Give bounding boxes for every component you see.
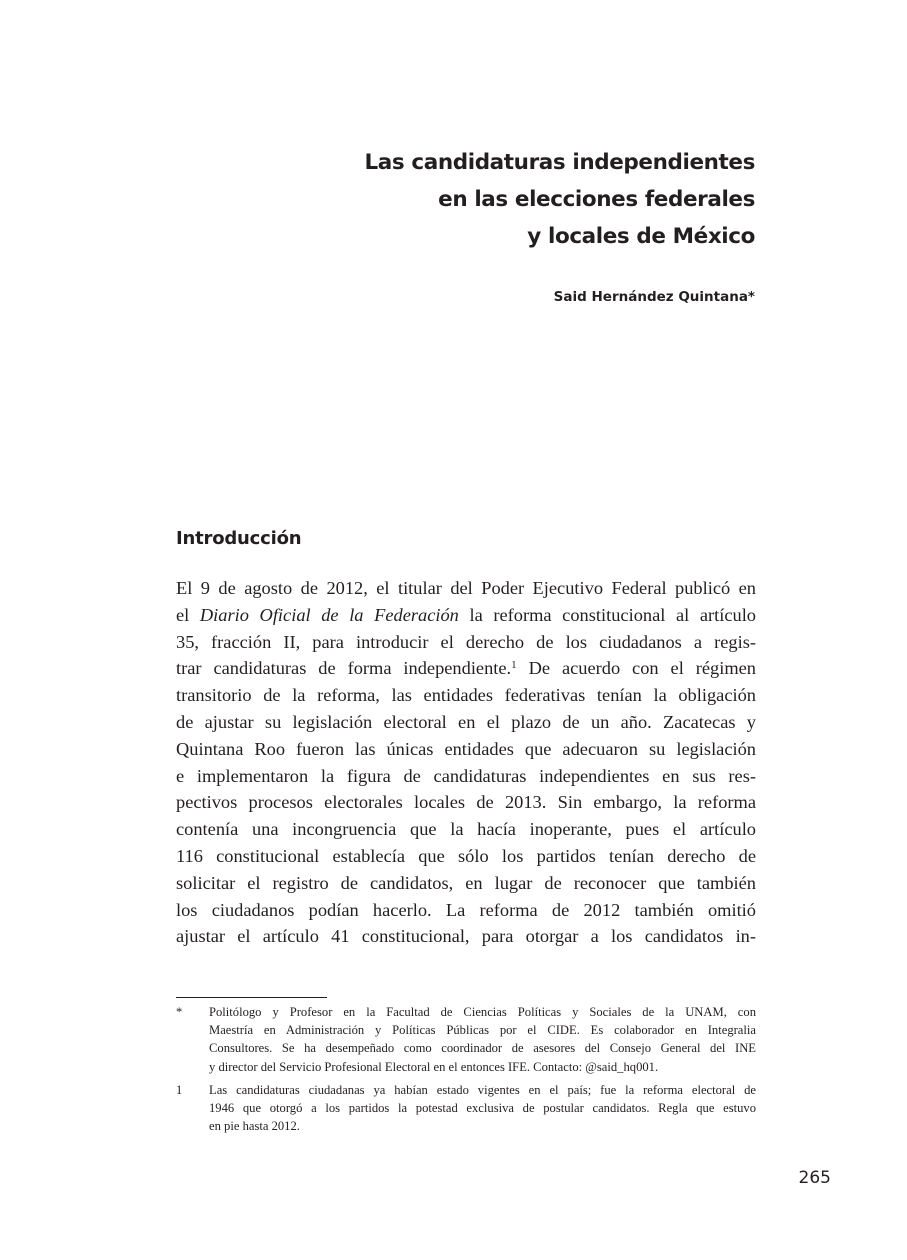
body-text-segment: trar candidaturas de forma independiente. xyxy=(176,658,512,679)
body-line: Quintana Roo fueron las únicas entidades que adecuaron su legislación xyxy=(176,738,756,759)
body-line xyxy=(176,602,756,629)
author-name: Said Hernández Quintana* xyxy=(553,289,755,305)
footnote-line: Las candidaturas ciudadanas ya habían estado vigentes en el país; fue la reforma electoral de xyxy=(209,1082,756,1097)
footnote-text xyxy=(209,1003,756,1076)
body-line: El 9 de agosto de 2012, el titular del Poder Ejecutivo Federal publicó en xyxy=(176,578,756,598)
body-line: 116 constitucional establecía que sólo los partidos tenían derecho de xyxy=(176,845,756,866)
body-line: e implementaron la figura de candidaturas independientes en sus res- xyxy=(176,765,756,786)
footnote-text xyxy=(209,1081,756,1136)
footnote-divider xyxy=(176,997,327,998)
body-line: 35, fracción II, para introducir el derecho de los ciudadanos a regis- xyxy=(176,631,756,652)
body-text-segment: la reforma constitucional al artículo xyxy=(458,604,757,625)
chapter-title xyxy=(195,144,755,255)
body-line xyxy=(176,655,756,682)
body-line: transitorio de la reforma, las entidades federativas tenían la obligación xyxy=(176,685,756,706)
page-number: 265 xyxy=(798,1168,831,1188)
footnote-line: 1946 que otorgó a los partidos la potestad exclusiva de postular candidatos. Regla que estuvo xyxy=(209,1101,756,1116)
footnotes xyxy=(176,1003,756,1140)
footnote-mark: 1 xyxy=(176,1082,183,1097)
body-line: solicitar el registro de candidatos, en lugar de reconocer que también xyxy=(176,872,756,893)
section-heading: Introducción xyxy=(176,528,302,549)
body-text-segment: el xyxy=(176,604,200,625)
body-line: ajustar el artículo 41 constitucional, para otorgar a los candidatos in- xyxy=(176,926,756,947)
footnote-line: Maestría en Administración y Políticas Públicas por el CIDE. Es colaborador en Integralia xyxy=(209,1023,756,1038)
chapter-title-line: Las candidaturas independientes xyxy=(364,150,755,175)
footnote-line: en pie hasta 2012. xyxy=(209,1119,300,1134)
body-line: los ciudadanos podían hacerlo. La reforma de 2012 también omitió xyxy=(176,899,756,920)
body-paragraph xyxy=(176,575,756,950)
footnote-line: y director del Servicio Profesional Electoral en el entonces IFE. Contacto: @said_hq001. xyxy=(209,1059,659,1074)
body-line: contenía una incongruencia que la hacía inoperante, pues el artículo xyxy=(176,819,756,840)
chapter-title-line: en las elecciones federales xyxy=(438,187,755,212)
body-line: de ajustar su legislación electoral en el plazo de un año. Zacatecas y xyxy=(176,711,756,732)
footnote-1 xyxy=(176,1081,756,1136)
footnote-author xyxy=(176,1003,756,1076)
journal-title: Diario Oficial de la Federación xyxy=(199,604,459,625)
footnote-mark: * xyxy=(176,1005,183,1019)
footnote-line: Consultores. Se ha desempeñado como coordinador de asesores del Consejo General del INE xyxy=(209,1041,756,1056)
footnote-reference[interactable]: 1 xyxy=(511,659,517,672)
body-line: pectivos procesos electorales locales de 2013. Sin embargo, la reforma xyxy=(176,792,756,813)
footnote-line: Politólogo y Profesor en la Facultad de Ciencias Políticas y Sociales de la UNAM, con xyxy=(209,1005,756,1019)
body-text-segment: De acuerdo con el régimen xyxy=(516,658,756,679)
chapter-title-line: y locales de México xyxy=(527,224,755,249)
